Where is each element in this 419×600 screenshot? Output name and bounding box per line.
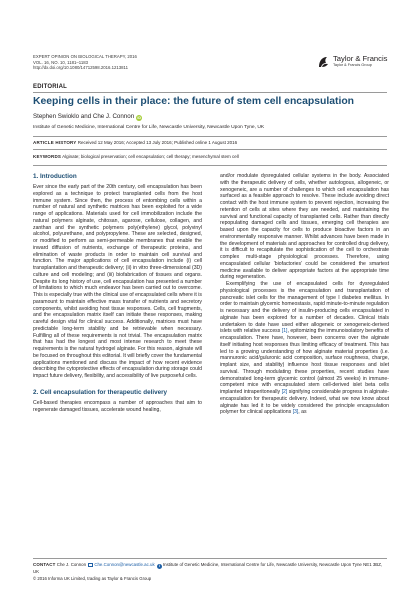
contact-label: CONTACT xyxy=(33,562,56,567)
right-paragraph-1: and/or modulate dysregulated cellular systems in the body. Associated with the therapeutic delivery of cells, whether autologous, allogeneic, or xenogeneic, are a number of challenges to which cell encapsulation has surfaced as a feasible approach to resolve. These include avoiding direct contact with the host immune system to prevent rejection, increasing the retention of cells at sites where they are needed, and maintaining the survival and functional capacity of transplanted cells. Rather than directly repopulating damaged cells and tissues, emerging cell therapies are based upon the capacity for cells to produce bioactive factors in an environmentally responsive manner. Whilst advances have been made in the development of materials and approaches for controlled drug delivery, it is difficult to recapitulate the sophistication of the cell to orchestrate complex multi-stage physiological processes. Therefore, using encapsulated cellular ‘biofactories’ could be considered the smartest medicine available to deliver appropriate factors at the appropriate time during regeneration. xyxy=(220,173,389,281)
history-text: Received 12 May 2016; Accepted 13 July 2016; Published online 1 August 2016 xyxy=(77,140,238,145)
article-history xyxy=(33,140,237,146)
header-rule xyxy=(33,92,387,93)
journal-meta xyxy=(33,54,253,71)
ref-3-link[interactable]: [3] xyxy=(292,409,299,416)
article-title: Keeping cells in their place: the future of stem cell encapsulation xyxy=(33,96,355,107)
author-names: Stephen Swioklo and Che J. Connon xyxy=(33,113,135,120)
publisher-name: Taylor & Francis xyxy=(333,54,388,63)
footer-rule xyxy=(33,558,387,559)
ref-2-link[interactable]: [2] xyxy=(281,389,288,395)
contact-info xyxy=(33,562,389,575)
orcid-icon[interactable]: iD xyxy=(137,116,141,120)
contact-address: Institute of Genetic Medicine, International Centre for Life, Newcastle University, Newcastle Upon Tyne NE1 3BZ, UK xyxy=(33,562,383,574)
keywords-label: KEYWORDS xyxy=(33,154,62,159)
left-column xyxy=(33,173,202,413)
article-type: EDITORIAL xyxy=(33,84,68,90)
publisher-logo-icon xyxy=(317,55,331,69)
keywords-rule xyxy=(33,165,387,166)
history-rule-top xyxy=(33,136,387,137)
ref-1-link[interactable]: [1] xyxy=(281,328,288,335)
contact-email[interactable]: Che.Connon@newcastle.ac.uk xyxy=(94,562,155,567)
history-label: ARTICLE HISTORY xyxy=(33,140,77,145)
keywords xyxy=(33,154,239,160)
section-1-heading: 1. Introduction xyxy=(33,173,77,180)
journal-name: EXPERT OPINION ON BIOLOGICAL THERAPY, 2016 xyxy=(33,54,137,59)
journal-volume: VOL. 16, NO. 10, 1181–1183 xyxy=(33,59,89,65)
institution-icon: i xyxy=(157,564,162,569)
publisher-logo xyxy=(317,54,389,70)
copyright: © 2016 Informa UK Limited, trading as Taylor & Francis Group xyxy=(33,576,152,581)
right-paragraph-2: Exemplifying the use of encapsulated cells for dysregulated physiological processes is the encapsulation and transplantation of pancreatic islet cells for the management of type I diabetes mellitus. In order to maintain glycemic homeostasis, rapid minute-to-minute regulation is necessary and the delivery of insulin-producing cells encapsulated in alginate has been explored for a number of decades. Clinical trials undertaken to date have used either allogeneic or xenogeneic-derived islets with relative success [1], epitomizing the immunoisolatory benefits of encapsulation. There have, however, been concerns over the alginate itself initiating host responses thus limiting efficacy of treatment. This has led to a growing understanding of how alginate material properties (i.e. mannuronic acid/guluronic acid composition, surface roughness, charge, implant size, and stability) influence host tissue responses and islet survival. Through modulating these properties, recent studies have demonstrated long-term glycemic control (almost 25 weeks) in immune-competent mice with encapsulated stem cell-derived islet beta cells implanted intraperitoneally [2] signifying considerable progress in alginate-encapsulation for therapeutic delivery. Indeed, what we now know about alginate has led it to be widely considered the principle encapsulation polymer for clinical applications [3], as xyxy=(220,281,390,416)
history-rule-bottom xyxy=(33,149,387,150)
intro-paragraph: Ever since the early part of the 20th century, cell encapsulation has been explored as a technique to protect transplanted cells from the host immune system. Since then, the process of entombing cells within a number of natural and synthetic matrices has been exploited for a wide range of applications. Materials used for cell immobilization include the natural polymers alginate, chitosan, agarose, cellulose, collagen, and zanthan and the synthetic polymers poly(ethylene) glycol, polyvinyl alcohol, polyurethane, and polypropylene. These are selected, designed, or modified to perform as semi-permeable membranes that enable the inward diffusion of nutrients, exchange of therapeutic proteins, and elimination of waste products in order to maintain cell survival and function. The major applications of cell encapsulation include (i) cell transplantation and therapeutic delivery; (ii) in vitro three-dimensional (3D) culture and cell modeling; and (iii) biofabrication of tissues and organs. Despite its long history of use, cell encapsulation has presented a number of limitations to which much endeavor has been carried out to overcome. This is especially true with the clinical use of encapsulated cells where it is paramount to maintain effective mass transfer of nutrients and secretory components, whilst avoiding host tissue responses. Cells, cell fragments, and the encapsulation matrix itself can initiate these responses, making careful design vital for clinical success. Additionally, matrices must have predictable long-term stability and be retrievable when necessary. Fulfilling all of these requirements is not trivial. The encapsulation matrix that has had the longest and most intense research to meet these requirements is the natural hydrogel alginate. For this reason, alginate will be focused on throughout this editorial. It will briefly cover the fundamental applications mentioned and discuss the impact of how recent evidence describing the cytoprotective effects of encapsulation during storage could impact future delivery, flexibility, and accessibility of live purposeful cells. xyxy=(33,184,202,379)
contact-name: Che J. Connon xyxy=(56,562,87,567)
authors xyxy=(33,113,142,121)
mail-icon xyxy=(88,563,93,567)
affiliation: Institute of Genetic Medicine, International Centre for Life, Newcastle University, Newcastle Upon Tyne, UK xyxy=(33,125,265,130)
journal-doi[interactable]: http://dx.doi.org/10.1080/14712598.2016.1213811 xyxy=(33,65,129,71)
publisher-group: Taylor & Francis Group xyxy=(333,63,372,67)
section-2-heading: 2. Cell encapsulation for therapeutic delivery xyxy=(33,388,168,396)
section-2-paragraph: Cell-based therapies encompass a number of approaches that aim to regenerate damaged tissues, accelerate wound healing, xyxy=(33,399,202,413)
keywords-text: Alginate; biological preservation; cell encapsulation; cell therapy; mesenchymal stem cell xyxy=(62,154,239,159)
right-column xyxy=(220,173,389,416)
